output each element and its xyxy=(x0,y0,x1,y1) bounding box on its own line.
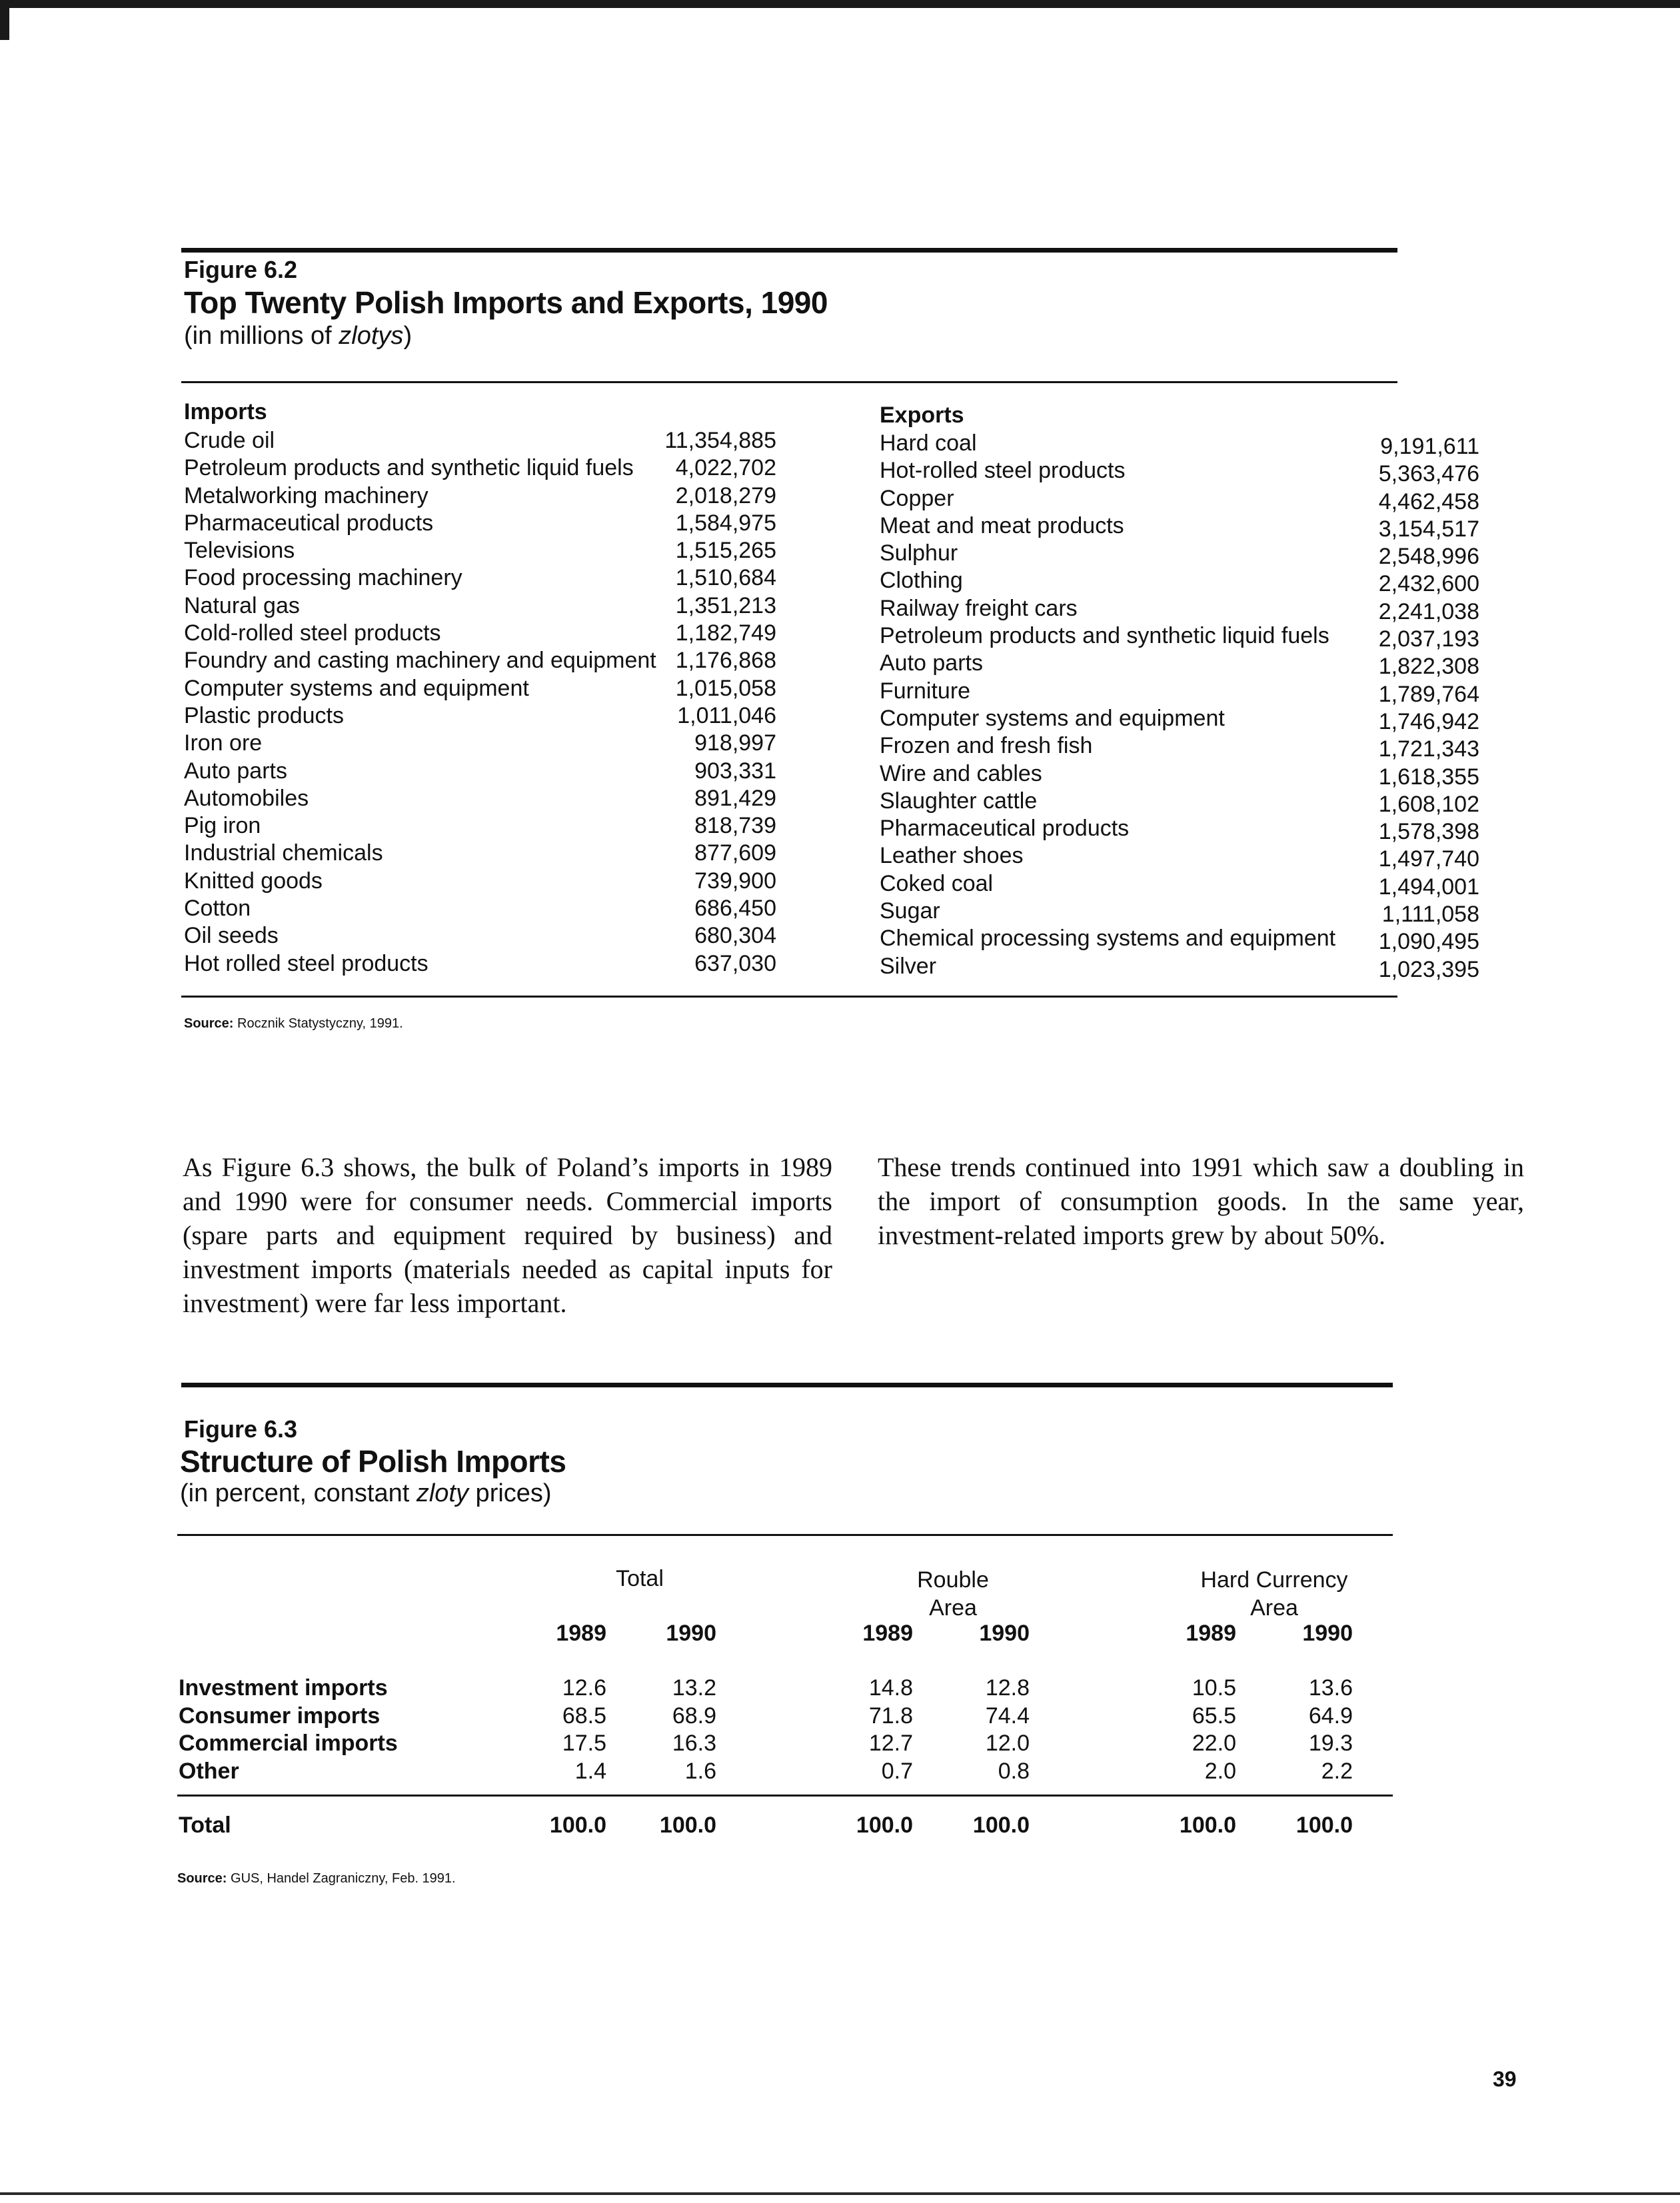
group-header-rouble: Rouble Area xyxy=(917,1567,989,1621)
list-item-name: Silver xyxy=(880,953,937,979)
table-cell: 19.3 xyxy=(1308,1731,1353,1756)
list-item-name: Oil seeds xyxy=(184,923,279,949)
list-item-value: 739,900 xyxy=(694,868,776,894)
list-item-value: 1,721,343 xyxy=(1378,736,1479,762)
table-top-rule xyxy=(181,381,1397,383)
list-item-value: 4,462,458 xyxy=(1378,488,1479,514)
list-item-name: Petroleum products and synthetic liquid fuels xyxy=(880,623,1329,649)
list-item-value: 1,608,102 xyxy=(1378,791,1479,817)
table-cell: 2.2 xyxy=(1321,1758,1353,1784)
list-item-name: Hot rolled steel products xyxy=(184,950,428,976)
figure-label: Figure 6.2 xyxy=(184,256,298,283)
scan-edge-top xyxy=(0,0,1680,8)
table-cell: 65.5 xyxy=(1192,1703,1236,1729)
list-item-value: 637,030 xyxy=(694,950,776,976)
table-cell: 68.5 xyxy=(562,1703,606,1729)
list-item-name: Pig iron xyxy=(184,813,261,839)
list-item-name: Frozen and fresh fish xyxy=(880,733,1093,759)
list-item-value: 11,354,885 xyxy=(664,428,776,453)
table-cell: 12.0 xyxy=(985,1731,1030,1756)
year-header: 1990 xyxy=(979,1621,1030,1646)
list-item-name: Computer systems and equipment xyxy=(880,705,1225,731)
table-cell: 74.4 xyxy=(985,1703,1030,1729)
list-item-name: Auto parts xyxy=(184,758,287,784)
page-number: 39 xyxy=(1493,2067,1517,2091)
list-item-name: Pharmaceutical products xyxy=(184,510,434,536)
table-cell: 12.7 xyxy=(868,1731,913,1756)
table-cell: 2.0 xyxy=(1204,1758,1236,1784)
table-cell: 17.5 xyxy=(562,1731,606,1756)
list-item-name: Foundry and casting machinery and equipment xyxy=(184,648,656,674)
list-item-value: 680,304 xyxy=(694,923,776,949)
list-item-name: Pharmaceutical products xyxy=(880,816,1130,842)
year-header: 1989 xyxy=(1186,1621,1236,1646)
list-item-name: Sulphur xyxy=(880,540,958,566)
group-header-total: Total xyxy=(616,1566,664,1591)
year-header: 1990 xyxy=(1302,1621,1353,1646)
list-item-value: 918,997 xyxy=(694,730,776,756)
list-item-value: 1,789,764 xyxy=(1378,681,1479,707)
list-item-name: Wire and cables xyxy=(880,760,1042,786)
row-label: Consumer imports xyxy=(179,1703,381,1729)
list-item-value: 2,037,193 xyxy=(1378,626,1479,652)
list-item-value: 2,241,038 xyxy=(1378,598,1479,624)
table-cell: 0.7 xyxy=(881,1758,913,1784)
table-cell: 12.6 xyxy=(562,1675,606,1701)
figure-top-rule xyxy=(181,1383,1393,1387)
list-item-value: 1,618,355 xyxy=(1378,764,1479,790)
list-item-value: 1,494,001 xyxy=(1378,874,1479,900)
list-item-name: Leather shoes xyxy=(880,843,1024,869)
list-item-name: Hard coal xyxy=(880,430,977,456)
total-cell: 100.0 xyxy=(972,1813,1030,1838)
list-item-name: Cold-rolled steel products xyxy=(184,620,441,646)
list-item-value: 1,351,213 xyxy=(675,592,776,618)
list-item-name: Metalworking machinery xyxy=(184,482,428,508)
list-item-value: 1,176,868 xyxy=(675,648,776,674)
table-cell: 12.8 xyxy=(985,1675,1030,1701)
total-label: Total xyxy=(179,1813,231,1838)
list-item-name: Natural gas xyxy=(184,592,300,618)
list-item-value: 1,182,749 xyxy=(675,620,776,646)
list-item-value: 2,432,600 xyxy=(1378,571,1479,597)
exports-item-list xyxy=(880,430,1346,980)
list-item-value: 1,822,308 xyxy=(1378,654,1479,680)
total-cell: 100.0 xyxy=(659,1813,716,1838)
list-item-value: 1,011,046 xyxy=(677,702,776,728)
list-item-value: 1,111,058 xyxy=(1381,902,1479,928)
list-item-name: Copper xyxy=(880,485,954,511)
table-total-rule xyxy=(177,1795,1393,1797)
table-cell: 13.6 xyxy=(1308,1675,1353,1701)
list-item-value: 891,429 xyxy=(694,785,776,811)
list-item-name: Iron ore xyxy=(184,730,263,756)
list-item-name: Chemical processing systems and equipment xyxy=(880,926,1336,952)
body-paragraph-right: These trends continued into 1991 which saw a doubling in the import of consumption goods. In the same year, investment-related imports grew by about 50%. xyxy=(878,1152,1524,1250)
list-item-value: 2,548,996 xyxy=(1378,544,1479,570)
table-cell: 22.0 xyxy=(1192,1731,1236,1756)
figure-title: Structure of Polish Imports xyxy=(180,1444,566,1479)
list-item-name: Furniture xyxy=(880,678,971,704)
list-item-value: 1,090,495 xyxy=(1378,929,1479,955)
exports-value-list xyxy=(1319,433,1479,984)
figure-top-rule xyxy=(181,248,1397,253)
year-header: 1989 xyxy=(556,1621,606,1646)
list-item-value: 9,191,611 xyxy=(1380,434,1479,459)
list-item-value: 1,023,395 xyxy=(1378,956,1479,982)
year-header: 1990 xyxy=(666,1621,716,1646)
figure-title: Top Twenty Polish Imports and Exports, 1990 xyxy=(184,285,828,320)
list-item-value: 5,363,476 xyxy=(1378,461,1479,487)
total-cell: 100.0 xyxy=(1179,1813,1236,1838)
table-cell: 64.9 xyxy=(1308,1703,1353,1729)
list-item-value: 3,154,517 xyxy=(1378,516,1479,542)
total-cell: 100.0 xyxy=(1295,1813,1353,1838)
table-cell: 10.5 xyxy=(1192,1675,1236,1701)
list-item-name: Crude oil xyxy=(184,428,275,453)
figure-subtitle: (in millions of zlotys) xyxy=(184,322,413,350)
table-cell: 68.9 xyxy=(672,1703,716,1729)
list-item-name: Automobiles xyxy=(184,785,309,811)
list-item-name: Petroleum products and synthetic liquid fuels xyxy=(184,455,634,481)
table-cell: 71.8 xyxy=(868,1703,913,1729)
figure-source: Source: GUS, Handel Zagraniczny, Feb. 1991. xyxy=(177,1871,456,1886)
list-item-name: Computer systems and equipment xyxy=(184,675,529,701)
list-item-name: Coked coal xyxy=(880,870,994,896)
list-item-value: 1,510,684 xyxy=(675,565,776,591)
group-header-hard-currency: Hard Currency Area xyxy=(1200,1567,1348,1621)
list-item-name: Knitted goods xyxy=(184,868,323,894)
row-label: Other xyxy=(179,1758,239,1784)
list-item-value: 877,609 xyxy=(694,840,776,866)
table-cell: 14.8 xyxy=(868,1675,913,1701)
list-item-name: Televisions xyxy=(184,538,295,564)
list-item-value: 1,746,942 xyxy=(1378,708,1479,734)
list-item-name: Meat and meat products xyxy=(880,512,1124,538)
list-item-value: 1,578,398 xyxy=(1378,819,1479,845)
row-label: Commercial imports xyxy=(179,1731,398,1756)
list-item-value: 686,450 xyxy=(694,896,776,922)
table-cell: 16.3 xyxy=(672,1731,716,1756)
table-cell: 0.8 xyxy=(998,1758,1030,1784)
list-item-name: Railway freight cars xyxy=(880,595,1078,621)
table-top-rule xyxy=(177,1534,1393,1536)
year-header: 1989 xyxy=(862,1621,913,1646)
imports-value-list xyxy=(640,427,776,978)
list-item-value: 903,331 xyxy=(694,758,776,784)
imports-item-list xyxy=(184,427,664,978)
list-item-value: 1,584,975 xyxy=(675,510,776,536)
list-item-name: Cotton xyxy=(184,896,251,922)
list-item-name: Plastic products xyxy=(184,702,344,728)
list-item-name: Food processing machinery xyxy=(184,565,462,591)
total-cell: 100.0 xyxy=(856,1813,913,1838)
list-item-name: Clothing xyxy=(880,568,963,594)
table-cell: 1.4 xyxy=(574,1758,606,1784)
list-item-value: 2,018,279 xyxy=(675,482,776,508)
list-item-value: 1,015,058 xyxy=(675,675,776,701)
figure-subtitle: (in percent, constant zloty prices) xyxy=(180,1479,552,1507)
list-item-name: Industrial chemicals xyxy=(184,840,383,866)
figure-source: Source: Rocznik Statystyczny, 1991. xyxy=(184,1016,403,1031)
row-label: Investment imports xyxy=(179,1675,388,1701)
total-cell: 100.0 xyxy=(549,1813,606,1838)
imports-header: Imports xyxy=(184,399,267,424)
list-item-value: 1,497,740 xyxy=(1378,846,1479,872)
list-item-name: Auto parts xyxy=(880,650,983,676)
scan-edge-left xyxy=(0,0,9,40)
list-item-name: Hot-rolled steel products xyxy=(880,458,1126,484)
scan-edge-bottom xyxy=(0,2192,1680,2195)
list-item-name: Sugar xyxy=(880,898,940,924)
list-item-value: 818,739 xyxy=(694,813,776,839)
table-cell: 1.6 xyxy=(684,1758,716,1784)
list-item-value: 1,515,265 xyxy=(675,538,776,564)
list-item-value: 4,022,702 xyxy=(675,455,776,481)
list-item-name: Slaughter cattle xyxy=(880,788,1038,814)
body-paragraph-left: As Figure 6.3 shows, the bulk of Poland’s imports in 1989 and 1990 were for consumer needs. Commercial imports (spare parts and equipment required by business) and investment imports (materials needed as capital inputs for investment) were far less important. xyxy=(183,1152,832,1318)
exports-header: Exports xyxy=(880,402,964,428)
table-cell: 13.2 xyxy=(672,1675,716,1701)
table-bottom-rule xyxy=(181,996,1397,998)
figure-label: Figure 6.3 xyxy=(184,1415,298,1443)
